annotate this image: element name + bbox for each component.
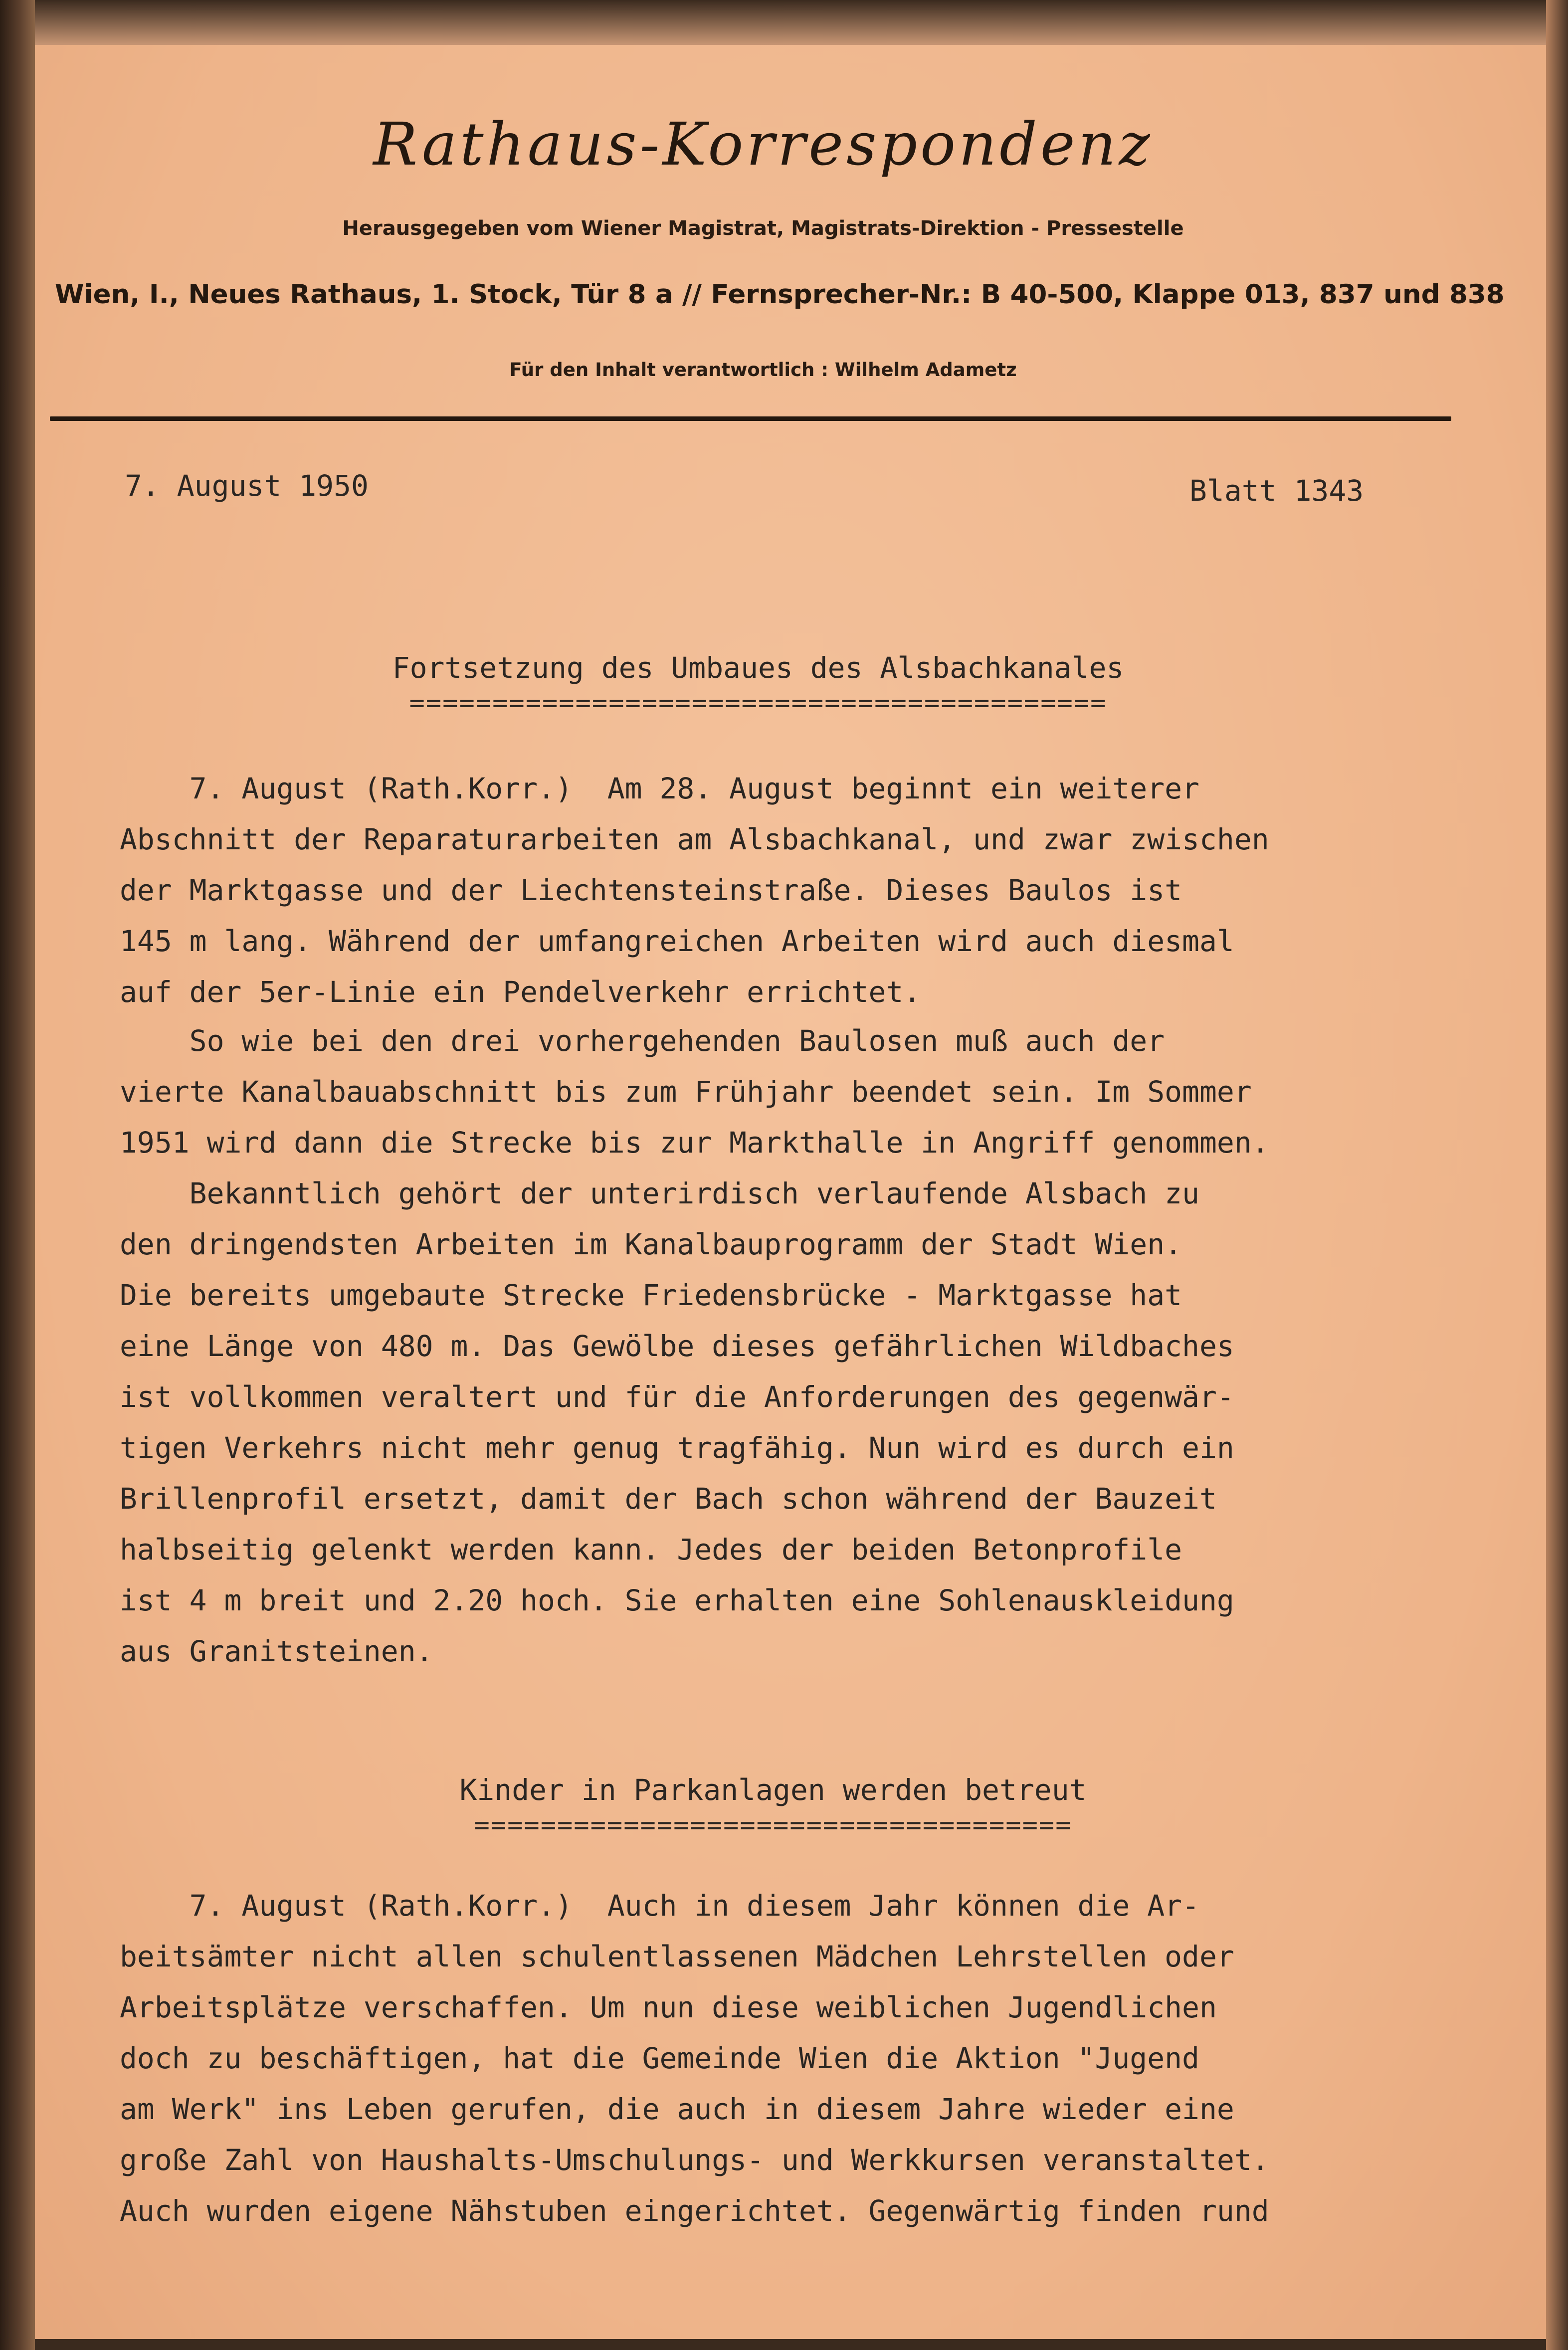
text-line: ist 4 m breit und 2.20 hoch. Sie erhalten eine Sohlenauskleidung — [120, 1583, 1234, 1617]
header-rule — [50, 416, 1451, 421]
text-line: ist vollkommen veraltert und für die Anforderungen des gegenwär- — [120, 1380, 1234, 1414]
text-line: 7. August (Rath.Korr.) Am 28. August beginnt ein weiterer — [120, 772, 1199, 805]
responsible-line: Für den Inhalt verantwortlich : Wilhelm Adametz — [509, 359, 1017, 381]
text-line: doch zu beschäftigen, hat die Gemeinde Wien die Aktion "Jugend — [120, 2041, 1199, 2075]
text-line: Bekanntlich gehört der unterirdisch verlaufende Alsbach zu — [120, 1176, 1199, 1210]
text-line: Auch wurden eigene Nähstuben eingerichtet. Gegenwärtig finden rund — [120, 2194, 1269, 2228]
text-line: am Werk" ins Leben gerufen, die auch in diesem Jahre wieder eine — [120, 2092, 1234, 2126]
text-line: aus Granitsteinen. — [120, 1634, 433, 1668]
text-line: den dringendsten Arbeiten im Kanalbauprogramm der Stadt Wien. — [120, 1227, 1182, 1261]
text-line: vierte Kanalbauabschnitt bis zum Frühjahr beendet sein. Im Sommer — [120, 1075, 1252, 1109]
masthead-title: Rathaus-Korrespondenz — [373, 110, 1153, 179]
text-line: auf der 5er-Linie ein Pendelverkehr errichtet. — [120, 975, 921, 1009]
article-1-paragraph-3 — [120, 1168, 1516, 1677]
text-line: der Marktgasse und der Liechtensteinstraße. Dieses Baulos ist — [120, 873, 1182, 907]
text-line: tigen Verkehrs nicht mehr genug tragfähig. Nun wird es durch ein — [120, 1431, 1234, 1465]
article-1-paragraph-1 — [120, 763, 1516, 1017]
sheet-number: Blatt 1343 — [1189, 474, 1364, 508]
article-title-2: Kinder in Parkanlagen werden betreut — [459, 1773, 1087, 1807]
text-line: halbseitig gelenkt werden kann. Jedes der beiden Betonprofile — [120, 1533, 1182, 1567]
text-line: 1951 wird dann die Strecke bis zur Markthalle in Angriff genommen. — [120, 1126, 1269, 1160]
text-line: Brillenprofil ersetzt, damit der Bach schon während der Bauzeit — [120, 1482, 1217, 1516]
text-line: So wie bei den drei vorhergehenden Baulosen muß auch der — [120, 1024, 1165, 1058]
publisher-line: Herausgegeben vom Wiener Magistrat, Magistrats-Direktion - Pressestelle — [342, 217, 1184, 240]
scan-top-edge — [35, 0, 1546, 45]
text-line: Abschnitt der Reparaturarbeiten am Alsbachkanal, und zwar zwischen — [120, 822, 1269, 856]
book-binding — [0, 0, 35, 2350]
text-line: große Zahl von Haushalts-Umschulungs- und Werkkursen veranstaltet. — [120, 2143, 1269, 2177]
text-line: eine Länge von 480 m. Das Gewölbe dieses gefährlichen Wildbaches — [120, 1329, 1234, 1363]
address-line: Wien, I., Neues Rathaus, 1. Stock, Tür 8 a // Fernsprecher-Nr.: B 40-500, Klappe 013, 837 und 838 — [55, 279, 1505, 310]
text-line: 145 m lang. Während der umfangreichen Arbeiten wird auch diesmal — [120, 924, 1234, 958]
article-title-1: Fortsetzung des Umbaues des Alsbachkanales — [392, 651, 1124, 685]
article-1-paragraph-2 — [120, 1015, 1516, 1168]
text-line: 7. August (Rath.Korr.) Auch in diesem Jahr können die Ar- — [120, 1889, 1199, 1923]
document-page — [35, 45, 1546, 2339]
text-line: Die bereits umgebaute Strecke Friedensbrücke - Marktgasse hat — [120, 1278, 1182, 1312]
article-title-2-underline: ==================================== — [474, 1810, 1072, 1840]
text-line: beitsämter nicht allen schulentlassenen Mädchen Lehrstellen oder — [120, 1940, 1234, 1973]
article-2-paragraph-1 — [120, 1880, 1516, 2236]
text-line: Arbeitsplätze verschaffen. Um nun diese weiblichen Jugendlichen — [120, 1990, 1217, 2024]
article-title-1-underline: ========================================== — [409, 688, 1107, 718]
book-page-edge — [1546, 0, 1568, 2350]
document-date: 7. August 1950 — [125, 469, 369, 503]
